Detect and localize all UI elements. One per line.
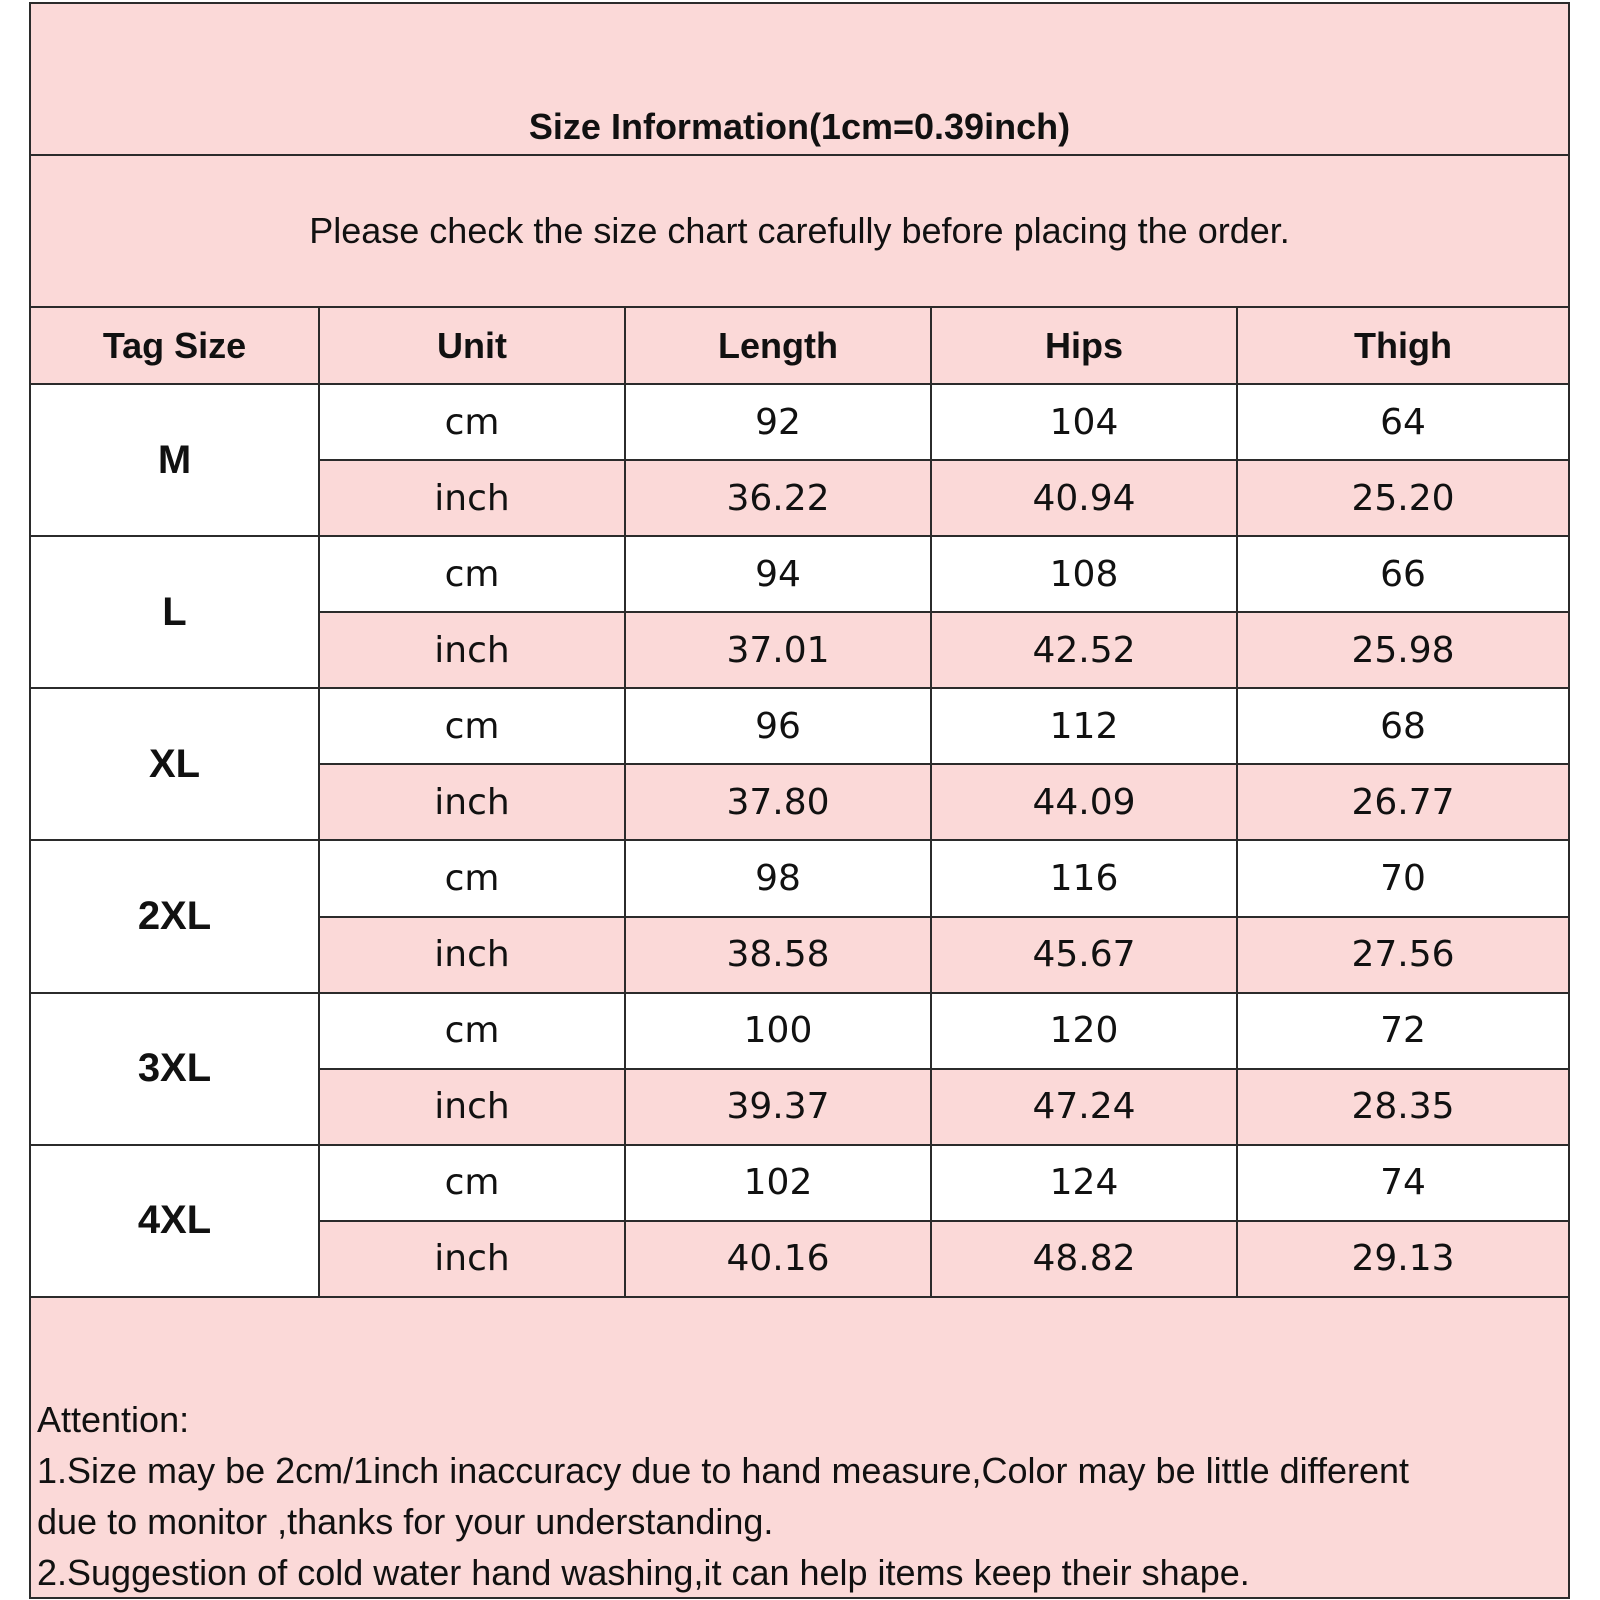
- unit-cell: inch: [319, 1069, 625, 1145]
- thigh-cell: 64: [1237, 384, 1568, 460]
- attention-heading: Attention:: [37, 1399, 190, 1440]
- length-cell: 96: [625, 688, 931, 764]
- hips-cell: 112: [931, 688, 1237, 764]
- header-thigh: Thigh: [1237, 308, 1568, 384]
- header-tag-size: Tag Size: [31, 308, 319, 384]
- hips-cell: 47.24: [931, 1069, 1237, 1145]
- unit-cell: inch: [319, 612, 625, 688]
- size-label: XL: [31, 688, 319, 840]
- hips-cell: 44.09: [931, 764, 1237, 840]
- hips-cell: 124: [931, 1145, 1237, 1221]
- thigh-cell: 28.35: [1237, 1069, 1568, 1145]
- hips-cell: 116: [931, 840, 1237, 916]
- page-title: Size Information(1cm=0.39inch): [31, 4, 1568, 156]
- hips-cell: 120: [931, 993, 1237, 1069]
- size-label: M: [31, 384, 319, 536]
- header-length: Length: [625, 308, 931, 384]
- length-cell: 98: [625, 840, 931, 916]
- length-cell: 100: [625, 993, 931, 1069]
- table-row: [31, 993, 1568, 1069]
- hips-cell: 48.82: [931, 1221, 1237, 1297]
- attention-line: 1.Size may be 2cm/1inch inaccuracy due to hand measure,Color may be little different: [37, 1450, 1410, 1491]
- length-cell: 94: [625, 536, 931, 612]
- table-row: [31, 536, 1568, 612]
- length-cell: 36.22: [625, 460, 931, 536]
- table-row: [31, 1145, 1568, 1221]
- thigh-cell: 68: [1237, 688, 1568, 764]
- hips-cell: 104: [931, 384, 1237, 460]
- unit-cell: cm: [319, 384, 625, 460]
- header-row: [31, 308, 1568, 384]
- thigh-cell: 25.98: [1237, 612, 1568, 688]
- subtitle-note: Please check the size chart carefully before placing the order.: [31, 156, 1568, 308]
- unit-cell: inch: [319, 460, 625, 536]
- unit-cell: inch: [319, 1221, 625, 1297]
- attention-line: due to monitor ,thanks for your understanding.: [37, 1501, 774, 1542]
- thigh-cell: 66: [1237, 536, 1568, 612]
- unit-cell: cm: [319, 536, 625, 612]
- length-cell: 37.80: [625, 764, 931, 840]
- size-chart: [29, 2, 1570, 1599]
- header-unit: Unit: [319, 308, 625, 384]
- table-row: [31, 384, 1568, 460]
- thigh-cell: 25.20: [1237, 460, 1568, 536]
- attention-line: 2.Suggestion of cold water hand washing,it can help items keep their shape.: [37, 1552, 1250, 1593]
- length-cell: 40.16: [625, 1221, 931, 1297]
- thigh-cell: 26.77: [1237, 764, 1568, 840]
- attention-notes: [37, 1394, 1562, 1598]
- thigh-cell: 29.13: [1237, 1221, 1568, 1297]
- unit-cell: inch: [319, 917, 625, 993]
- length-cell: 37.01: [625, 612, 931, 688]
- length-cell: 39.37: [625, 1069, 931, 1145]
- hips-cell: 40.94: [931, 460, 1237, 536]
- hips-cell: 45.67: [931, 917, 1237, 993]
- unit-cell: cm: [319, 1145, 625, 1221]
- hips-cell: 108: [931, 536, 1237, 612]
- thigh-cell: 27.56: [1237, 917, 1568, 993]
- size-label: L: [31, 536, 319, 688]
- table-row: [31, 840, 1568, 916]
- length-cell: 92: [625, 384, 931, 460]
- unit-cell: cm: [319, 993, 625, 1069]
- thigh-cell: 72: [1237, 993, 1568, 1069]
- size-table: [31, 308, 1568, 1298]
- length-cell: 38.58: [625, 917, 931, 993]
- unit-cell: cm: [319, 840, 625, 916]
- thigh-cell: 70: [1237, 840, 1568, 916]
- thigh-cell: 74: [1237, 1145, 1568, 1221]
- hips-cell: 42.52: [931, 612, 1237, 688]
- size-label: 3XL: [31, 993, 319, 1145]
- table-row: [31, 688, 1568, 764]
- unit-cell: cm: [319, 688, 625, 764]
- size-label: 2XL: [31, 840, 319, 992]
- size-label: 4XL: [31, 1145, 319, 1297]
- length-cell: 102: [625, 1145, 931, 1221]
- header-hips: Hips: [931, 308, 1237, 384]
- unit-cell: inch: [319, 764, 625, 840]
